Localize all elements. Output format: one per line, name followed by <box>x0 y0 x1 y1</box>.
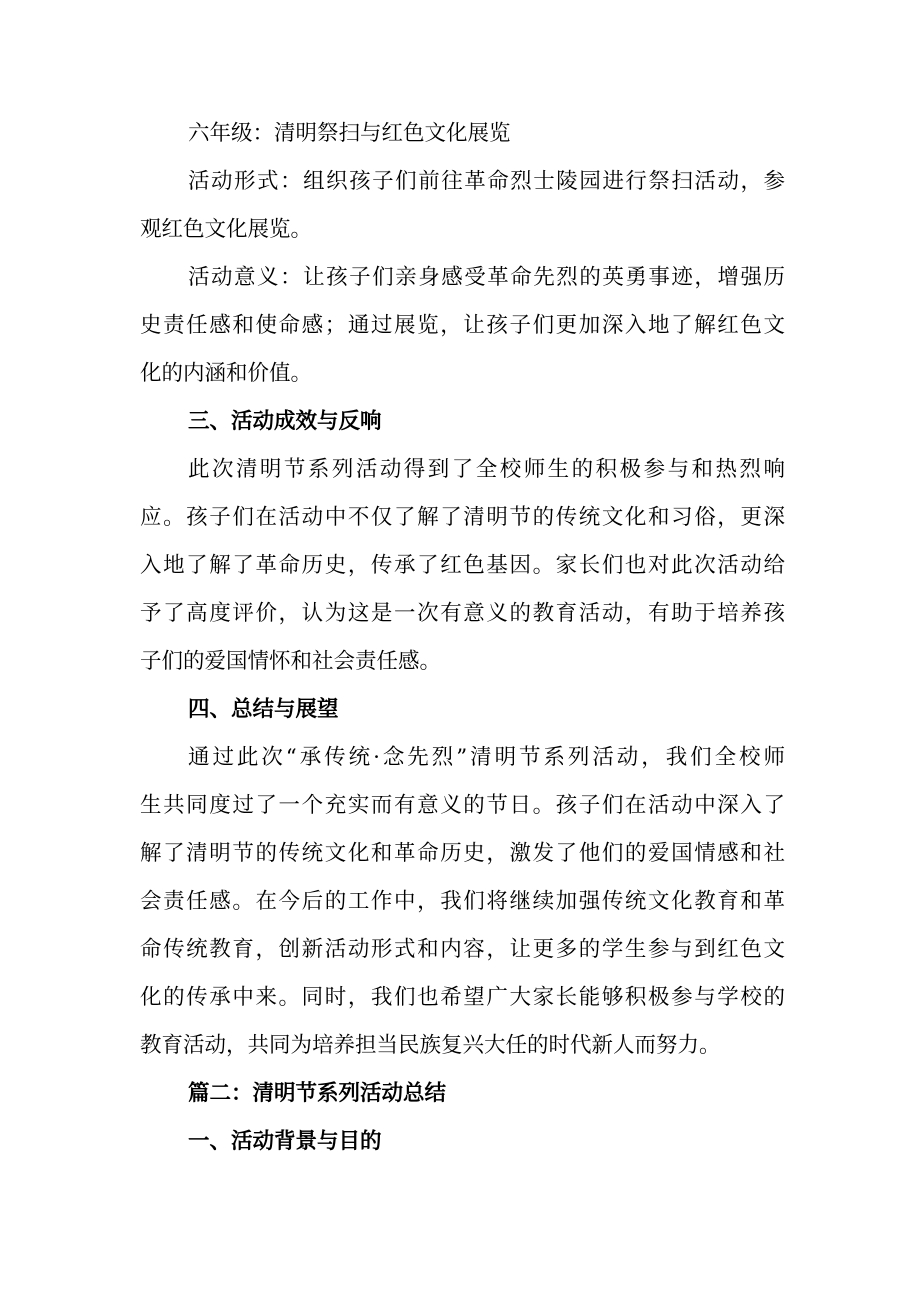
grade6-title: 六年级：清明祭扫与红色文化展览 <box>188 121 511 146</box>
section3-heading: 三、活动成效与反响 <box>188 409 382 434</box>
paragraph-line: 化的传承中来。同时，我们也希望广大家长能够积极参与学校的 <box>140 985 785 1010</box>
paragraph-line: 应。孩子们在活动中不仅了解了清明节的传统文化和习俗，更深 <box>140 505 785 530</box>
part2-heading: 篇二：清明节系列活动总结 <box>188 1081 447 1106</box>
paragraph-line: 活动意义：让孩子们亲身感受革命先烈的英勇事迹，增强历 <box>188 265 785 290</box>
section3-paragraph <box>140 446 785 686</box>
paragraph-line: 观红色文化展览。 <box>140 217 313 242</box>
paragraph-line: 入地了解了革命历史，传承了红色基因。家长们也对此次活动给 <box>140 553 785 578</box>
paragraph-line: 子们的爱国情怀和社会责任感。 <box>140 649 442 674</box>
paragraph-line: 活动形式：组织孩子们前往革命烈士陵园进行祭扫活动，参 <box>188 169 785 194</box>
paragraph-line: 史责任感和使命感；通过展览，让孩子们更加深入地了解红色文 <box>140 313 785 338</box>
paragraph-line: 教育活动，共同为培养担当民族复兴大任的时代新人而努力。 <box>140 1033 721 1058</box>
paragraph-line: 命传统教育，创新活动形式和内容，让更多的学生参与到红色文 <box>140 937 785 962</box>
paragraph-line: 通过此次“承传统·念先烈”清明节系列活动，我们全校师 <box>188 745 785 770</box>
document-body <box>140 110 785 1166</box>
paragraph-line: 会责任感。在今后的工作中，我们将继续加强传统文化教育和革 <box>140 889 785 914</box>
paragraph-line: 此次清明节系列活动得到了全校师生的积极参与和热烈响 <box>188 457 785 482</box>
paragraph-line: 解了清明节的传统文化和革命历史，激发了他们的爱国情感和社 <box>140 841 785 866</box>
paragraph-line: 生共同度过了一个充实而有意义的节日。孩子们在活动中深入了 <box>140 793 785 818</box>
grade6-form-paragraph <box>140 158 785 254</box>
section4-heading: 四、总结与展望 <box>188 697 339 722</box>
paragraph-line: 化的内涵和价值。 <box>140 361 313 386</box>
section4-paragraph <box>140 734 785 1070</box>
grade6-meaning-paragraph <box>140 254 785 398</box>
paragraph-line: 予了高度评价，认为这是一次有意义的教育活动，有助于培养孩 <box>140 601 785 626</box>
part2-section1-heading: 一、活动背景与目的 <box>188 1129 382 1154</box>
